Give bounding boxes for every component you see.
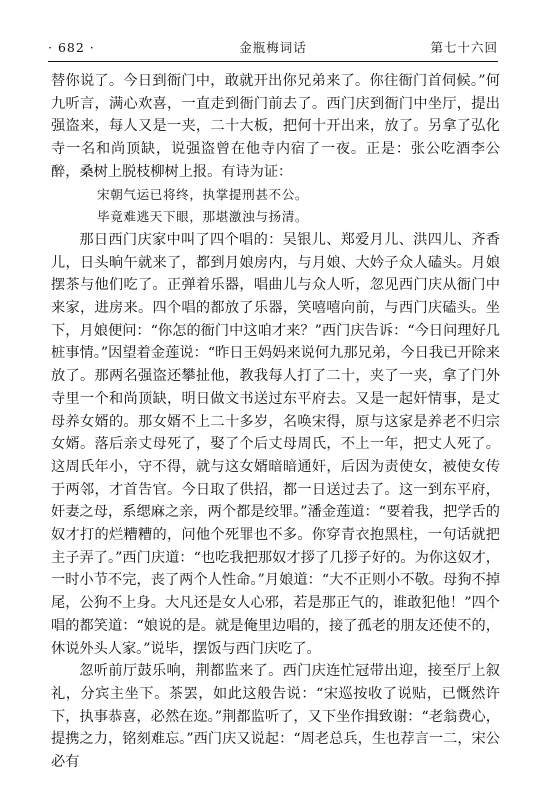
poem-line: 宋朝气运已将终，执掌提刑甚不公。 — [97, 186, 309, 202]
page-body — [51, 70, 500, 774]
book-title: 金瓶梅词话 — [239, 40, 307, 55]
chapter-title: 第七十六回 — [430, 40, 498, 55]
paragraph-continued: 替你说了。今日到衙门中，敢就开出你兄弟来了。你往衙门首伺候。”何九听言，满心欢喜，一直走到衙门前去了。西门庆到衙门中坐厅，提出强盗来，每人又是一夹，二十大板，把何十开出来，放了。另拿了弘化寺一名和尚顶缺，说强盗曾在他寺内宿了一夜。正是：张公吃酒李公醉，桑树上脱枝柳树上报。有诗为证： — [51, 73, 500, 180]
page-header — [48, 38, 498, 58]
paragraph: 那日西门庆家中叫了四个唱的：吴银儿、郑爱月儿、洪四儿、齐香儿，日头晌午就来了，都到月娘房内，与月娘、大妗子众人磕头。月娘摆茶与他们吃了。正弹着乐器，唱曲儿与众人听，忽见西门庆从衙门中来家，进房来。四个唱的都放了乐器，笑嘻嘻向前，与西门庆磕头。坐下，月娘便问：“你怎的衙门中这咱才来？”西门庆告诉：“今日问理好几桩事情。”因望着金莲说：“昨日王妈妈来说何九那兄弟，今日我已开除来放了。那两名强盗还攀扯他，教我每人打了二十，夹了一夹，拿了门外寺里一个和尚顶缺，明日做文书送过东平府去。又是一起奸情事，是丈母养女婿的。那女婿不上二十多岁，名唤宋得，原与这家是养老不归宗女婿。落后亲丈母死了，娶了个后丈母周氏，不上一年，把丈人死了。这周氏年小，守不得，就与这女婿暗暗通奸，后因为责使女，被使女传于两邻，才首告官。今日取了供招，都一日送过去了。这一到东平府，奸妻之母，系缌麻之亲，两个都是绞罪。”潘金莲道：“要着我，把学舌的奴才打的烂糟糟的，问他个死罪也不多。你穿青衣抱黑柱，一句话就把主子弄了。”西门庆道：“也吃我把那奴才拶了几拶子好的。为你这奴才，一时小节不完，丧了两个人性命。”月娘道：“大不正则小不敬。母狗不掉尾，公狗不上身。大凡还是女人心邪，若是那正气的，谁敢犯他！”四个唱的都笑道：“娘说的是。就是俺里边唱的，接了孤老的朋友还使不的，休说外头人家。”说毕，摆饭与西门庆吃了。 — [51, 231, 500, 657]
header-rule — [48, 61, 498, 62]
paragraph: 忽听前厅鼓乐响，荆都监来了。西门庆连忙冠带出迎，接至厅上叙礼，分宾主坐下。茶罢，如此这般告说：“宋巡按收了说贴，已慨然许下，执事恭喜，必然在迩。”荆都监听了，又下坐作揖致谢：“老翁费心，提携之力，铭刻难忘。”西门庆又说起：“周老总兵，生也荐言一二，宋公必有 — [51, 663, 500, 771]
page-number: · 682 · — [48, 40, 95, 55]
poem-line: 毕竟难逃天下眼，那堪激浊与扬清。 — [97, 209, 309, 225]
